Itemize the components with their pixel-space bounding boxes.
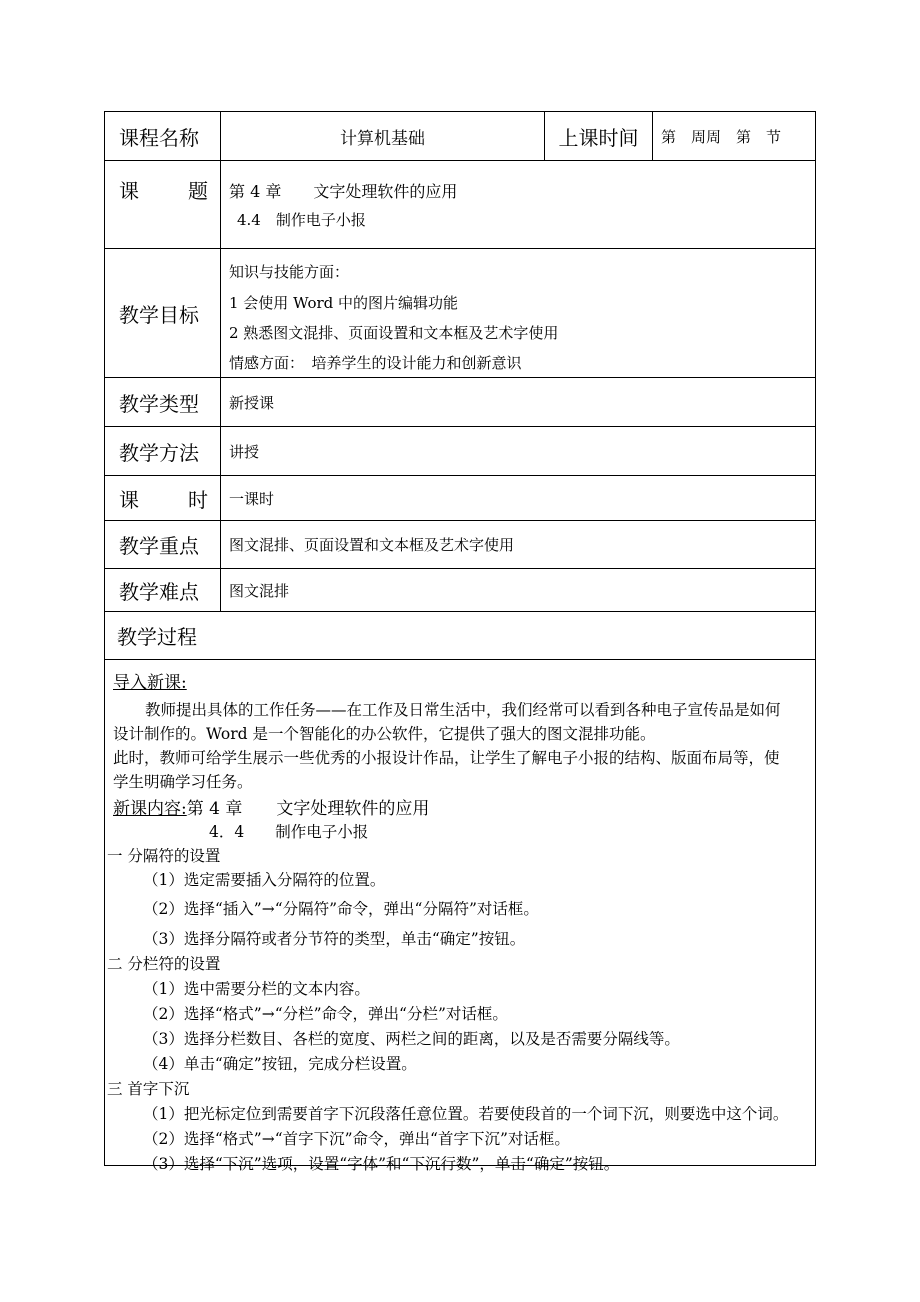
process-heading-row bbox=[105, 612, 815, 660]
process-label: 教学过程 bbox=[117, 625, 197, 649]
hours-label bbox=[105, 476, 221, 520]
course-row bbox=[105, 112, 815, 161]
course-value: 计算机基础 bbox=[221, 112, 545, 160]
new-content-heading bbox=[113, 794, 429, 819]
section-step: （1）把光标定位到需要首字下沉段落任意位置。若要使段首的一个词下沉，则要选中这个词。 bbox=[143, 1105, 789, 1123]
intro-line: 此时，教师可给学生展示一些优秀的小报设计作品，让学生了解电子小报的结构、版面布局等，使 bbox=[113, 749, 780, 767]
method-row bbox=[105, 427, 815, 476]
hours-row bbox=[105, 476, 815, 521]
hours-label-a: 课 bbox=[119, 487, 139, 512]
section-step: （4）单击“确定”按钮，完成分栏设置。 bbox=[143, 1055, 417, 1073]
section-step: （3）选择分隔符或者分节符的类型，单击“确定”按钮。 bbox=[143, 930, 526, 948]
goal-label: 教学目标 bbox=[105, 249, 221, 377]
new-content-sub: 4．4 制作电子小报 bbox=[209, 823, 369, 841]
section-step: （2）选择“格式”→“首字下沉”命令，弹出“首字下沉”对话框。 bbox=[143, 1130, 570, 1148]
topic-label-a: 课 bbox=[119, 179, 139, 203]
focus-value: 图文混排、页面设置和文本框及艺术字使用 bbox=[229, 536, 515, 554]
type-value: 新授课 bbox=[229, 393, 275, 412]
section-step: （2）选择“插入”→“分隔符”命令，弹出“分隔符”对话框。 bbox=[143, 900, 539, 918]
intro-line: 教师提出具体的工作任务——在工作及日常生活中，我们经常可以看到各种电子宣传品是如何 bbox=[145, 701, 781, 719]
topic-row bbox=[105, 161, 815, 249]
hours-value: 一课时 bbox=[229, 489, 275, 508]
time-value: 第 周周 第 节 bbox=[661, 127, 782, 146]
new-content-title: 新课内容: bbox=[113, 799, 187, 819]
section-step: （2）选择“格式”→“分栏”命令，弹出“分栏”对话框。 bbox=[143, 1005, 508, 1023]
intro-line: 设计制作的。Word 是一个智能化的办公软件，它提供了强大的图文混排功能。 bbox=[113, 725, 656, 743]
topic-label bbox=[105, 161, 221, 248]
time-label: 上课时间 bbox=[545, 112, 653, 160]
method-value: 讲授 bbox=[229, 442, 260, 461]
goal-line: 知识与技能方面： bbox=[229, 263, 350, 281]
goal-row bbox=[105, 249, 815, 378]
lesson-plan-table bbox=[104, 111, 816, 1173]
section-step: （3）选择“下沉”选项，设置“字体”和“下沉行数”，单击“确定”按钮。 bbox=[143, 1155, 620, 1173]
goal-line: 情感方面： 培养学生的设计能力和创新意识 bbox=[229, 354, 522, 372]
new-content-chapter: 第 4 章 文字处理软件的应用 bbox=[186, 799, 430, 819]
focus-label: 教学重点 bbox=[105, 521, 221, 568]
hours-label-b: 时 bbox=[188, 487, 208, 512]
topic-line-2: 4.4 制作电子小报 bbox=[237, 211, 366, 229]
topic-line-1: 第 4 章 文字处理软件的应用 bbox=[229, 182, 458, 201]
difficulty-label: 教学难点 bbox=[105, 569, 221, 611]
intro-line: 学生明确学习任务。 bbox=[113, 773, 253, 791]
section-title: 一 分隔符的设置 bbox=[107, 847, 221, 865]
type-label: 教学类型 bbox=[105, 378, 221, 426]
method-label: 教学方法 bbox=[105, 427, 221, 475]
section-step: （3）选择分栏数目、各栏的宽度、两栏之间的距离，以及是否需要分隔线等。 bbox=[143, 1030, 680, 1048]
course-label: 课程名称 bbox=[105, 112, 221, 160]
goal-line: 1 会使用 Word 中的图片编辑功能 bbox=[229, 294, 459, 312]
goal-line: 2 熟悉图文混排、页面设置和文本框及艺术字使用 bbox=[229, 324, 559, 342]
focus-row bbox=[105, 521, 815, 569]
topic-label-b: 题 bbox=[188, 179, 208, 203]
section-title: 三 首字下沉 bbox=[107, 1080, 190, 1098]
section-title: 二 分栏符的设置 bbox=[107, 955, 221, 973]
process-body bbox=[105, 660, 815, 1173]
intro-title: 导入新课: bbox=[113, 673, 187, 693]
difficulty-value: 图文混排 bbox=[229, 581, 290, 600]
section-step: （1）选定需要插入分隔符的位置。 bbox=[143, 871, 386, 889]
section-step: （1）选中需要分栏的文本内容。 bbox=[143, 980, 370, 998]
type-row bbox=[105, 378, 815, 427]
difficulty-row bbox=[105, 569, 815, 612]
